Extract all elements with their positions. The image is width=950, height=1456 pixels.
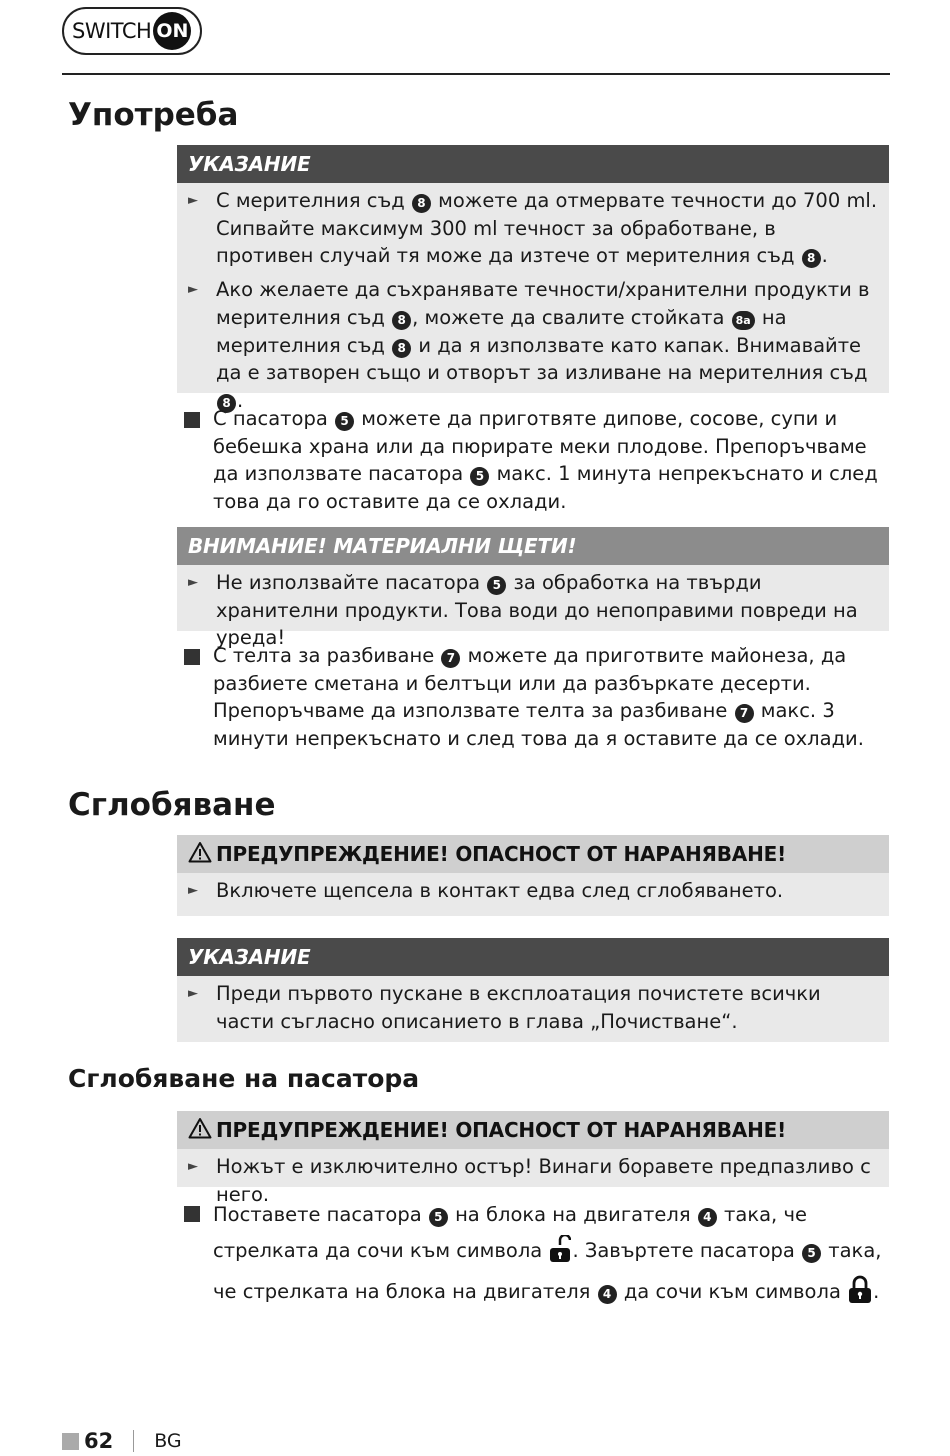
warning-header: ПРЕДУПРЕЖДЕНИЕ! ОПАСНОСТ ОТ НАРАНЯВАНЕ! (177, 835, 889, 873)
arrow-right-icon: ► (188, 883, 198, 898)
part-number-badge: 8a (732, 311, 755, 330)
part-number-badge: 5 (470, 467, 489, 486)
warning-box (177, 1111, 889, 1206)
square-bullet-icon (184, 1206, 200, 1222)
warning-triangle-icon (188, 1113, 212, 1151)
part-number-badge: 8 (802, 249, 821, 268)
part-number-badge: 5 (802, 1244, 821, 1263)
arrow-right-icon: ► (188, 986, 198, 1001)
locked-icon (848, 1274, 872, 1316)
warning-header: ПРЕДУПРЕЖДЕНИЕ! ОПАСНОСТ ОТ НАРАНЯВАНЕ! (177, 1111, 889, 1149)
caution-item: ► Не използвайте пасатора 5 за обработка на твърди хранителни продукти. Това води до непоправими повреди на уреда! (188, 571, 858, 650)
page-footer (62, 1428, 182, 1454)
caution-header: ВНИМАНИЕ! МАТЕРИАЛНИ ЩЕТИ! (177, 527, 889, 565)
page-number: 62 (84, 1429, 114, 1453)
note-item: ► Преди първото пускане в експлоатация почистете всички части съгласно описанието в глава „Почистване“. (188, 982, 821, 1033)
note-box (177, 145, 889, 412)
warning-item: ► Включете щепсела в контакт едва след сглобяването. (187, 877, 879, 905)
instruction-paragraph: С телта за разбиване 7 можете да приготвите майонеза, да разбиете сметана и белтъци или да разбъркате десерти. Препоръчваме да използвате телта за разбиване 7 макс. 3 минути непрекъснато и след това да я оставите да се охлади. (184, 642, 884, 753)
section-title-usage: Употреба (68, 97, 239, 133)
caution-box (177, 527, 889, 650)
note-item: ► С мерителния съд 8 можете да отмервате течности до 700 ml. Сипвайте максимум 300 ml течност за обработване, в противен случай тя може да изтече от мерителния съд 8 . (188, 189, 878, 268)
warning-item: ► Ножът е изключително остър! Винаги боравете предпазливо с него. (188, 1155, 871, 1206)
part-number-badge: 7 (735, 704, 754, 723)
note-box (177, 938, 889, 1042)
part-number-badge: 8 (412, 194, 431, 213)
footer-divider (133, 1430, 134, 1452)
part-number-badge: 8 (392, 339, 411, 358)
part-number-badge: 7 (441, 649, 460, 668)
unlocked-icon (549, 1235, 571, 1275)
language-code: BG (154, 1430, 182, 1452)
warning-box (177, 835, 889, 916)
header-rule (62, 73, 890, 75)
instruction-paragraph: С пасатора 5 можете да приготвяте дипове, сосове, супи и бебешка храна или да пюрирате меки плодове. Препоръчваме да използвате пасатора 5 макс. 1 минута непрекъснато и след това да го оставите да се охлади. (184, 405, 884, 516)
part-number-badge: 8 (392, 311, 411, 330)
instruction-paragraph: Поставете пасатора 5 на блока на двигателя 4 така, че стрелката да сочи към символа . Завъртете пасатора 5 така, че стрелката на блока на двигателя 4 да сочи към символа . (184, 1197, 884, 1316)
arrow-right-icon: ► (188, 193, 198, 208)
section-title-blender: Сглобяване на пасатора (68, 1064, 420, 1093)
arrow-right-icon: ► (188, 1159, 198, 1174)
part-number-badge: 5 (335, 412, 354, 431)
square-bullet-icon (184, 412, 200, 428)
note-header: УКАЗАНИЕ (177, 145, 889, 183)
part-number-badge: 5 (429, 1208, 448, 1227)
part-number-badge: 4 (598, 1285, 617, 1304)
warning-triangle-icon (188, 837, 212, 875)
section-title-assembly: Сглобяване (68, 787, 276, 823)
part-number-badge: 8 (217, 394, 236, 413)
note-item: ► Ако желаете да съхранявате течности/хранителни продукти в мерителния съд 8 , можете да свалите стойката 8a на мерителния съд 8 и да я използвате като капак. Внимавайте да е затворен също и отворът за изливане на мерителния съд 8 . (188, 278, 870, 412)
logo-text: SWITCH (72, 19, 152, 43)
arrow-right-icon: ► (188, 575, 198, 590)
square-bullet-icon (62, 1433, 79, 1450)
part-number-badge: 5 (487, 576, 506, 595)
power-on-icon: ON (153, 12, 191, 50)
part-number-badge: 4 (698, 1208, 717, 1227)
note-header: УКАЗАНИЕ (177, 938, 889, 976)
brand-logo (62, 7, 202, 55)
arrow-right-icon: ► (188, 282, 198, 298)
square-bullet-icon (184, 649, 200, 665)
